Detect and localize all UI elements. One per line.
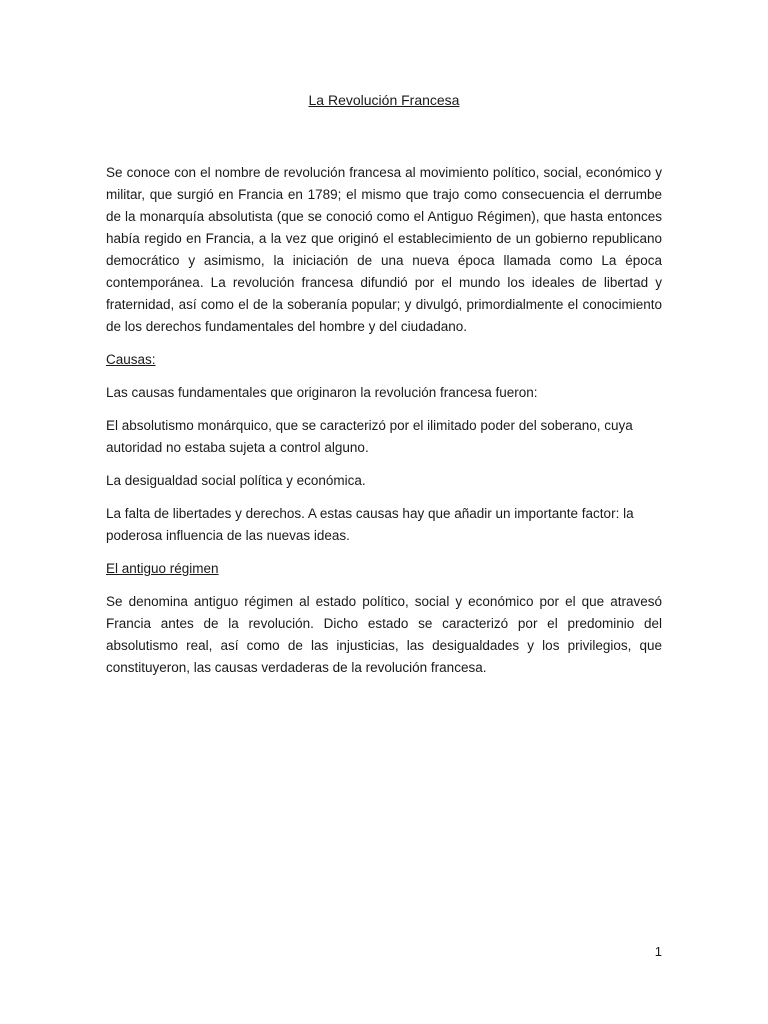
page-number: 1 (654, 944, 662, 959)
document-body (106, 162, 662, 690)
page-title: La Revolución Francesa (308, 92, 460, 108)
causas-heading: Causas: (106, 352, 156, 367)
intro-paragraph: Se conoce con el nombre de revolución francesa al movimiento político, social, económico y militar, que surgió en Francia en 1789; el mismo que trajo como consecuencia el derrumbe de la monarquía absolutista (que se conoció como el Antiguo Régimen), que hasta entonces había regido en Francia, a la vez que originó el establecimiento de un gobierno republicano democrático y asimismo, la iniciación de una nueva época llamada como La época contemporánea. La revolución francesa difundió por el mundo los ideales de libertad y fraternidad, así como el de la soberanía popular; y divulgó, primordialmente el conocimiento de los derechos fundamentales del hombre y del ciudadano. (106, 165, 662, 334)
causas-intro-paragraph: Las causas fundamentales que originaron la revolución francesa fueron: (106, 385, 538, 400)
antiguo-regimen-heading: El antiguo régimen (106, 561, 219, 576)
antiguo-regimen-paragraph: Se denomina antiguo régimen al estado político, social y económico por el que atravesó Francia antes de la revolución. Dicho estado se caracterizó por el predominio del absolutismo real, así como de las injusticias, las desigualdades y los privilegios, que constituyeron, las causas verdaderas de la revolución francesa. (106, 594, 662, 675)
causa-3-paragraph: La falta de libertades y derechos. A estas causas hay que añadir un importante factor: la poderosa influencia de las nuevas ideas. (106, 506, 634, 543)
causa-2-paragraph: La desigualdad social política y económica. (106, 473, 366, 488)
causa-1-paragraph: El absolutismo monárquico, que se caracterizó por el ilimitado poder del soberano, cuya autoridad no estaba sujeta a control alguno. (106, 418, 633, 455)
